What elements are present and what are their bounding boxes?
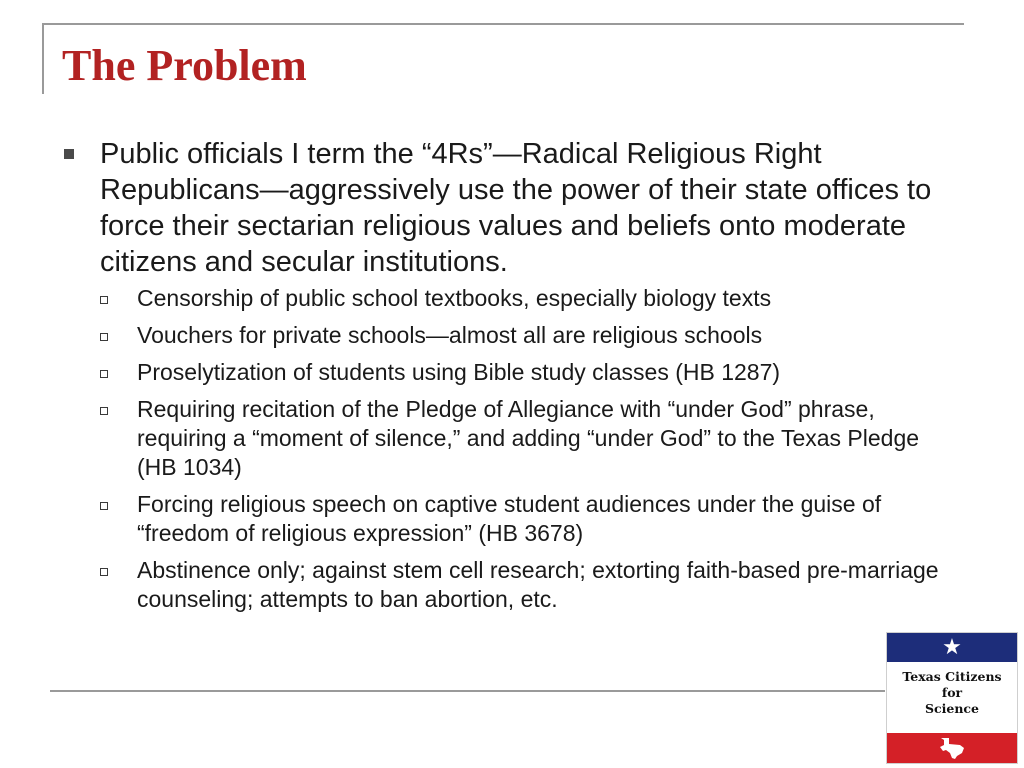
logo-text xyxy=(887,669,1017,717)
sub-bullet-list xyxy=(62,284,962,614)
hollow-square-bullet-icon xyxy=(100,568,108,576)
square-bullet-icon xyxy=(64,149,74,159)
logo-line-2: for xyxy=(941,685,963,700)
sub-bullet xyxy=(62,490,962,548)
bottom-rule xyxy=(50,690,885,692)
sub-bullet-text: Abstinence only; against stem cell research; extorting faith-based pre-marriage counseling; attempts to ban abortion, etc. xyxy=(137,557,939,612)
slide-content xyxy=(62,136,962,622)
star-icon: ★ xyxy=(942,635,962,660)
logo-line-3: Science xyxy=(925,701,979,716)
hollow-square-bullet-icon xyxy=(100,370,108,378)
hollow-square-bullet-icon xyxy=(100,296,108,304)
sub-bullet-text: Vouchers for private schools—almost all are religious schools xyxy=(137,322,763,348)
top-rule xyxy=(42,23,964,25)
hollow-square-bullet-icon xyxy=(100,502,108,510)
sub-bullet xyxy=(62,321,962,350)
hollow-square-bullet-icon xyxy=(100,333,108,341)
hollow-square-bullet-icon xyxy=(100,407,108,415)
logo-red-band xyxy=(887,733,1017,763)
sub-bullet xyxy=(62,556,962,614)
main-bullet xyxy=(62,136,962,280)
sub-bullet xyxy=(62,358,962,387)
tcs-logo xyxy=(886,632,1018,764)
logo-line-1: Texas Citizens xyxy=(902,669,1002,684)
sub-bullet-text: Requiring recitation of the Pledge of Allegiance with “under God” phrase, requiring a “moment of silence,” and adding “under God” to the Texas Pledge (HB 1034) xyxy=(137,396,920,480)
sub-bullet-text: Proselytization of students using Bible study classes (HB 1287) xyxy=(137,359,781,385)
sub-bullet xyxy=(62,284,962,313)
sub-bullet-text: Censorship of public school textbooks, especially biology texts xyxy=(137,285,772,311)
main-bullet-text: Public officials I term the “4Rs”—Radical Religious Right Republicans—aggressively use the power of their state offices to force their sectarian religious values and beliefs onto moderate citizens and secular institutions. xyxy=(100,138,932,278)
sub-bullet xyxy=(62,395,962,482)
slide-title: The Problem xyxy=(62,41,307,90)
texas-shape-icon xyxy=(938,736,966,760)
left-rule xyxy=(42,23,44,94)
sub-bullet-text: Forcing religious speech on captive student audiences under the guise of “freedom of religious expression” (HB 3678) xyxy=(137,491,882,546)
